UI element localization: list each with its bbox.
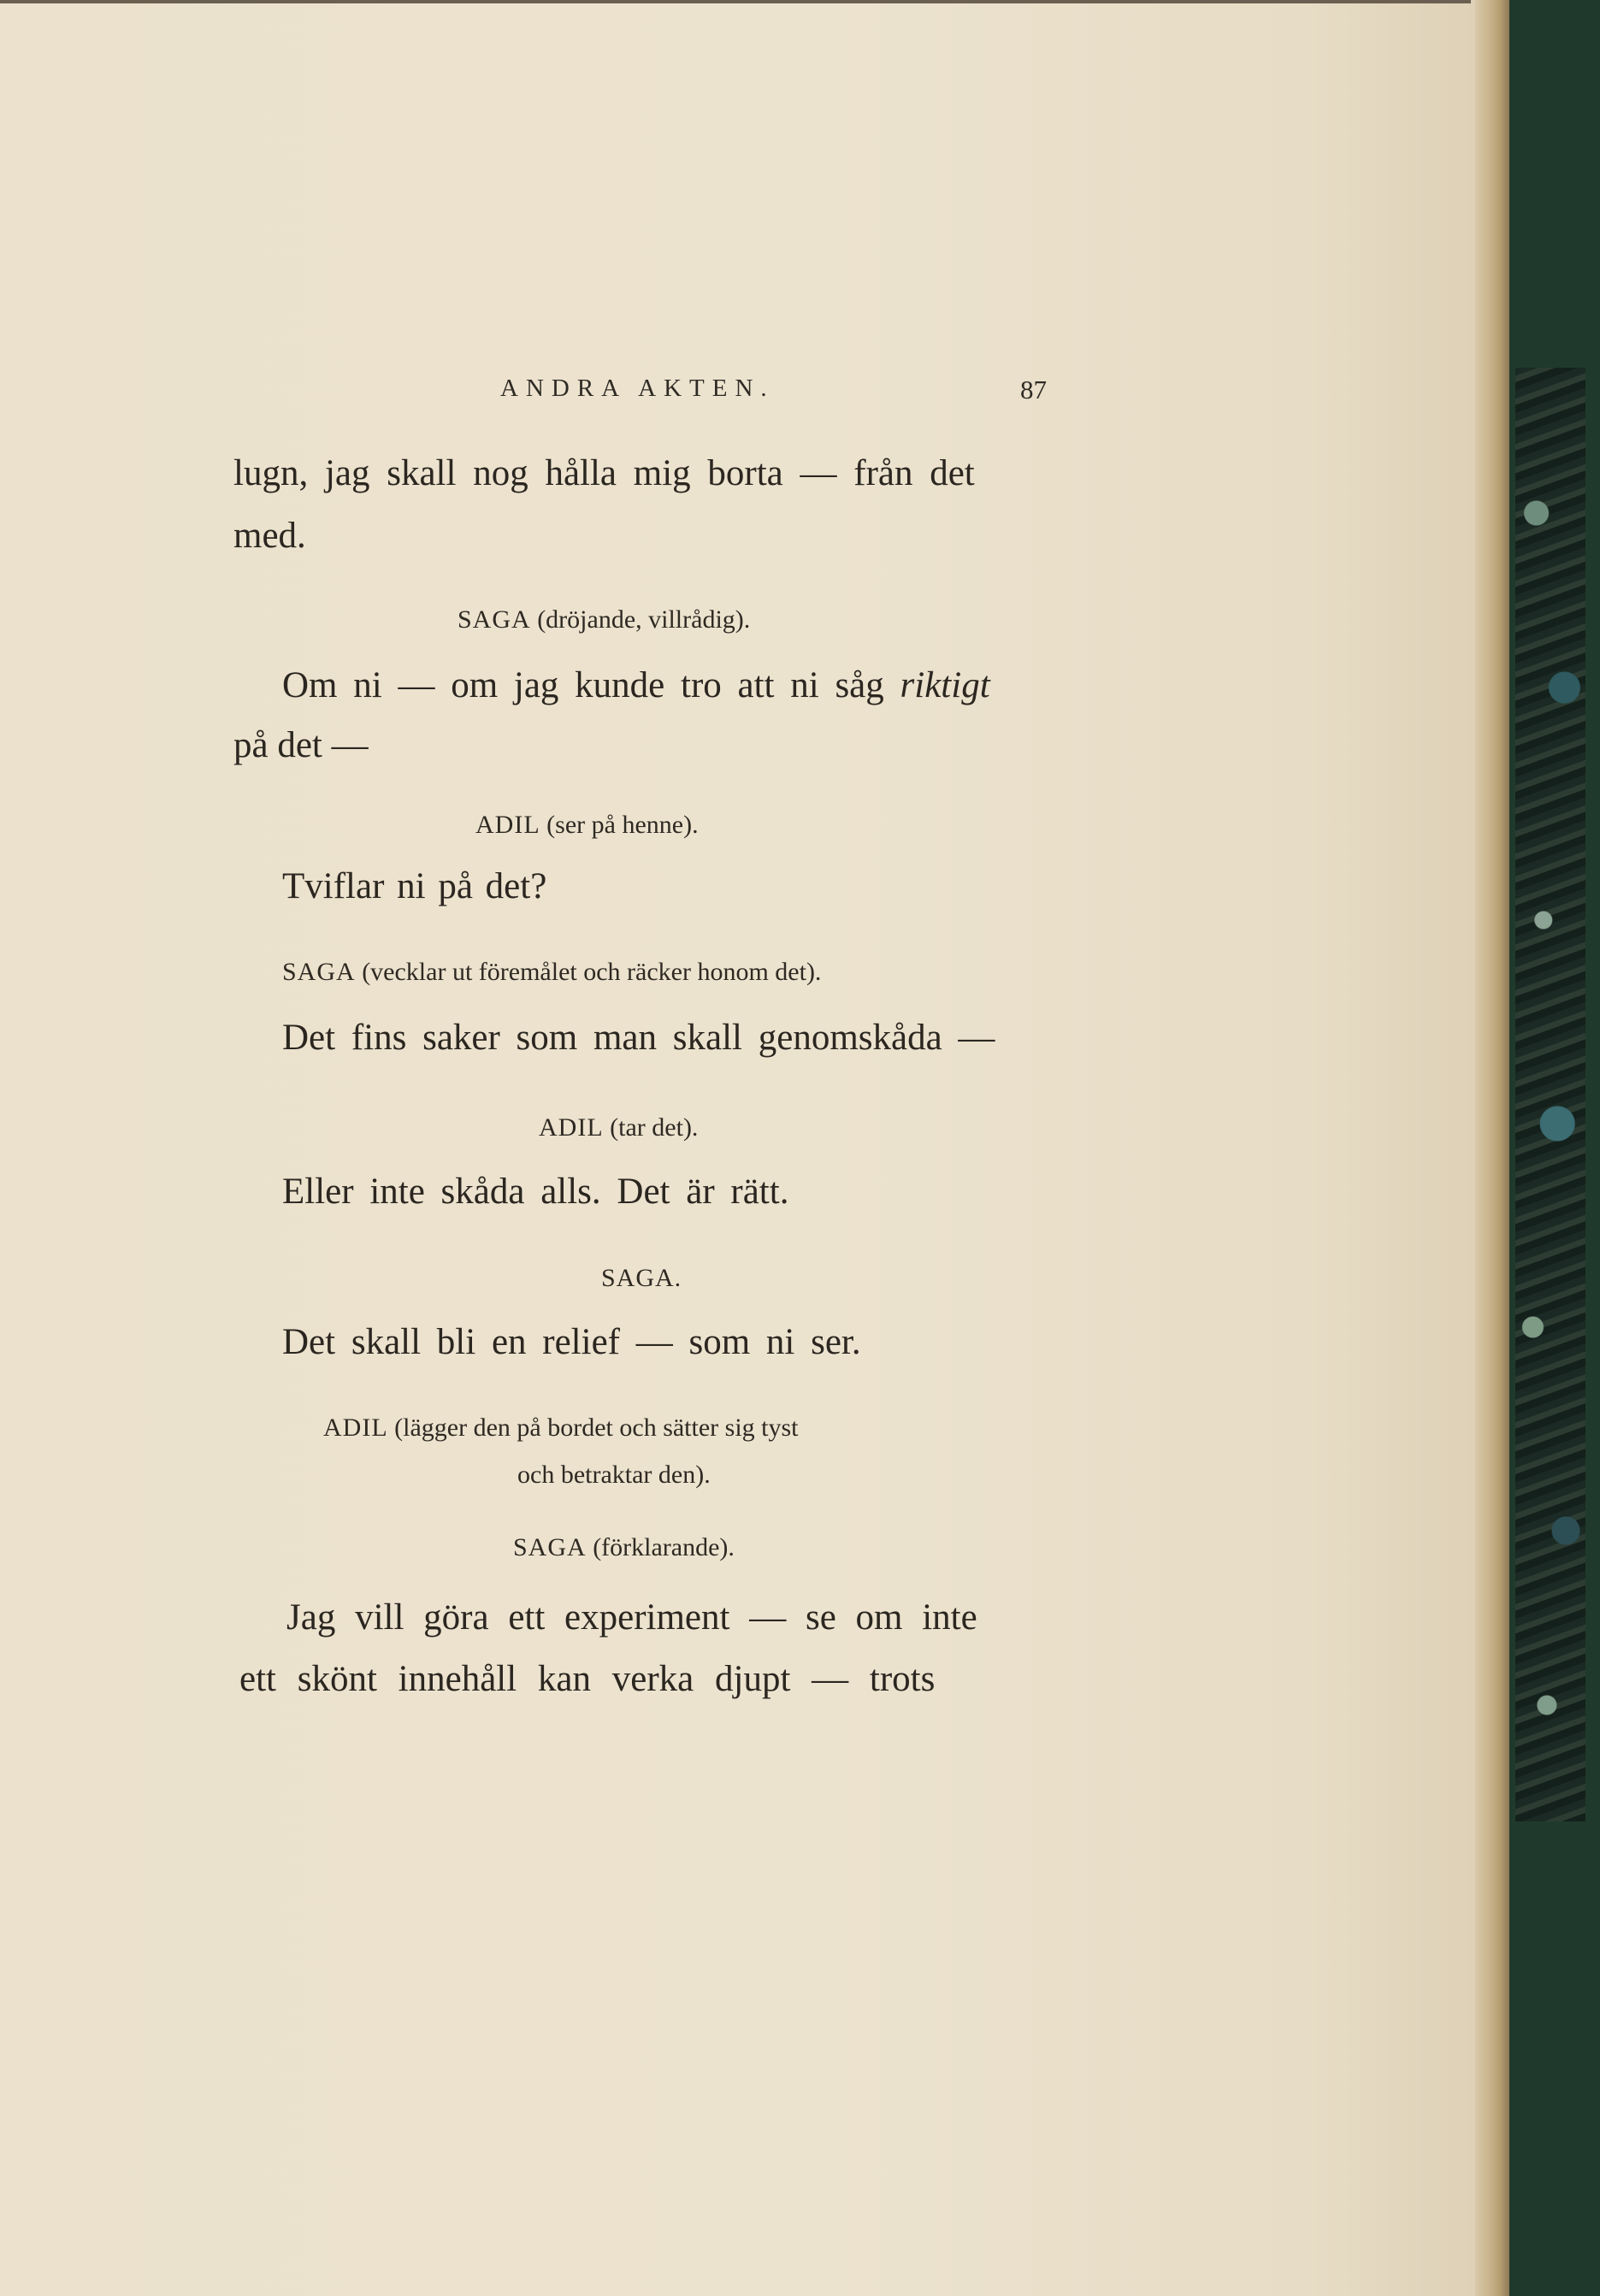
stage-direction-text: (tar det). (610, 1113, 699, 1142)
stage-direction-text: (lägger den på bordet och sätter sig tyst (394, 1414, 799, 1442)
speaker-name: SAGA (458, 605, 531, 634)
stage-direction-3 (282, 959, 821, 985)
stage-direction-text: (ser på henne). (546, 811, 699, 839)
stage-direction-text: (vecklar ut föremålet och räcker honom det). (362, 958, 822, 986)
stage-direction-6 (323, 1415, 799, 1441)
top-edge (0, 0, 1471, 3)
text-line-1: lugn, jag skall nog hålla mig borta — från det (233, 453, 975, 493)
stage-direction-2 (475, 812, 699, 838)
speaker-name: SAGA (513, 1533, 587, 1561)
text-line-6: Det fins saker som man skall genomskåda — (282, 1018, 995, 1058)
speaker-name: ADIL (323, 1414, 388, 1442)
speaker-name: SAGA (282, 958, 356, 986)
speaker-name: ADIL (539, 1113, 604, 1142)
speaker-name: ADIL (475, 811, 540, 839)
page-edge (1475, 0, 1509, 2296)
text-line-4: på det — (233, 725, 369, 765)
stage-direction-text: (förklarande). (593, 1533, 735, 1561)
stage-direction-7 (513, 1535, 735, 1561)
stage-direction-1 (458, 607, 750, 633)
stage-direction-5: SAGA. (601, 1264, 682, 1292)
text-line-3-italic: riktigt (900, 665, 990, 705)
marbled-endpaper (1515, 368, 1585, 1821)
text-line-8: Det skall bli en relief — som ni ser. (282, 1322, 861, 1362)
text-line-2: med. (233, 516, 306, 556)
page-number: 87 (1020, 375, 1047, 404)
text-line-3 (282, 667, 990, 704)
text-line-5: Tviflar ni på det? (282, 866, 547, 906)
running-title: ANDRA AKTEN. (500, 375, 775, 402)
text-line-7: Eller inte skåda alls. Det är rätt. (282, 1172, 789, 1212)
stage-direction-6-cont: och betraktar den). (517, 1461, 711, 1489)
text-line-10: ett skönt innehåll kan verka djupt — trots (239, 1659, 936, 1699)
text-line-9: Jag vill göra ett experiment — se om inte (286, 1597, 977, 1638)
text-line-3-main: Om ni — om jag kunde tro att ni såg (282, 665, 884, 705)
stage-direction-4 (539, 1115, 698, 1141)
stage-direction-text: (dröjande, villrådig). (537, 605, 751, 634)
